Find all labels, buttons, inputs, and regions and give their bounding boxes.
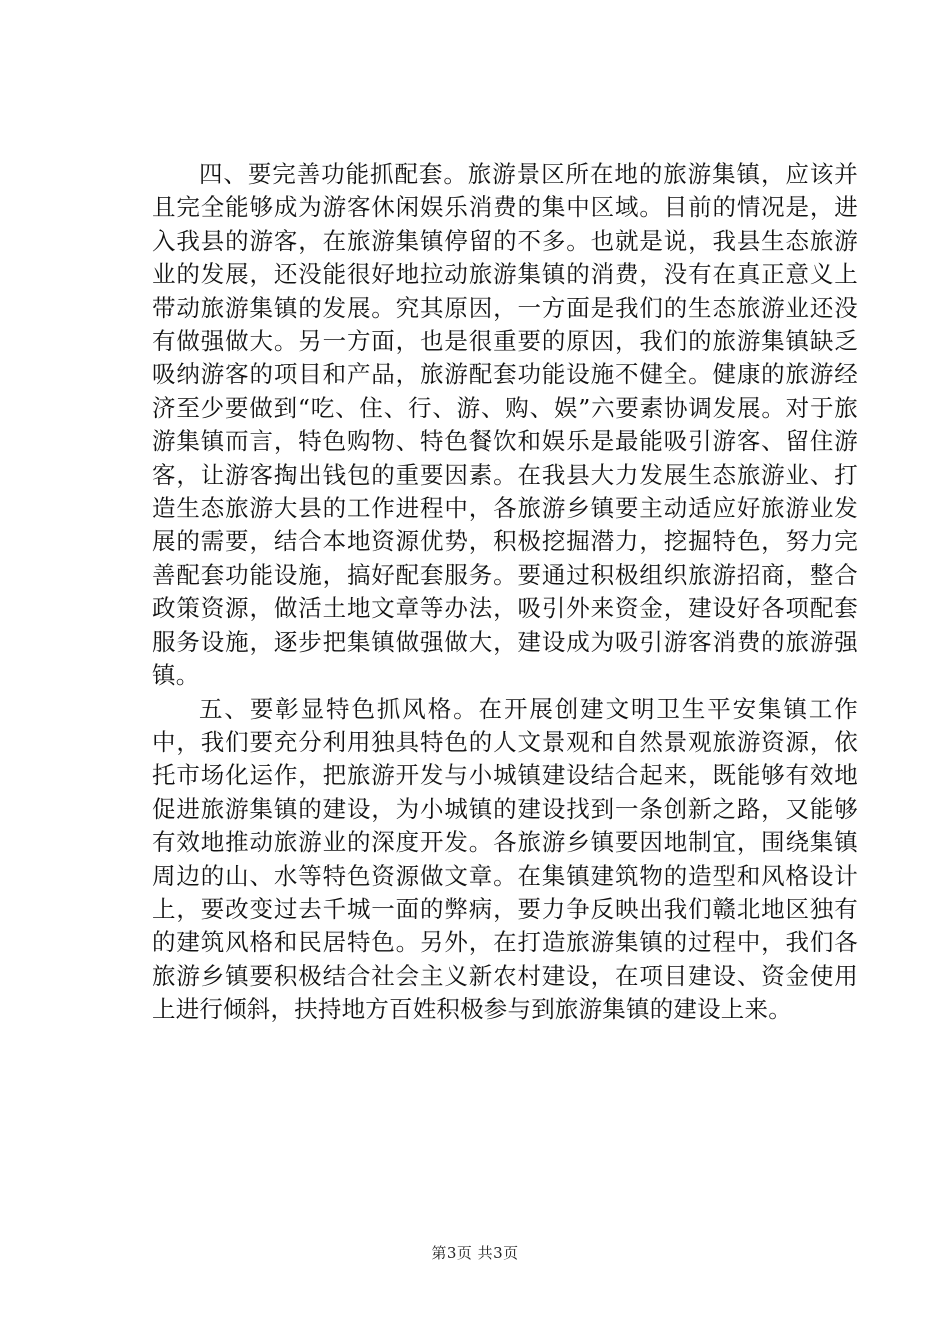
paragraph-functional-facilities: 四、要完善功能抓配套。旅游景区所在地的旅游集镇，应该并且完全能够成为游客休闲娱乐消费的集中区域。目前的情况是，进入我县的游客，在旅游集镇停留的不多。也就是说，我县生态旅游业的发展，还没能很好地拉动旅游集镇的消费，没有在真正意义上带动旅游集镇的发展。究其原因，一方面是我们的生态旅游业还没有做强做大。另一方面，也是很重要的原因，我们的旅游集镇缺乏吸纳游客的项目和产品，旅游配套功能设施不健全。健康的旅游经济至少要做到“吃、住、行、游、购、娱”六要素协调发展。对于旅游集镇而言，特色购物、特色餐饮和娱乐是最能吸引游客、留住游客，让游客掏出钱包的重要因素。在我县大力发展生态旅游业、打造生态旅游大县的工作进程中，各旅游乡镇要主动适应好旅游业发展的需要，结合本地资源优势，积极挖掘潜力，挖掘特色，努力完善配套功能设施，搞好配套服务。要通过积极组织旅游招商，整合政策资源，做活土地文章等办法，吸引外来资金，建设好各项配套服务设施，逐步把集镇做强做大，建设成为吸引游客消费的旅游强镇。	[152, 160, 858, 690]
page-footer	[0, 1243, 950, 1263]
page-number: 第3页 共3页	[431, 1244, 519, 1262]
paragraph-distinctive-style: 五、要彰显特色抓风格。在开展创建文明卫生平安集镇工作中，我们要充分利用独具特色的人文景观和自然景观旅游资源，依托市场化运作，把旅游开发与小城镇建设结合起来，既能够有效地促进旅游集镇的建设，为小城镇的建设找到一条创新之路，又能够有效地推动旅游业的深度开发。各旅游乡镇要因地制宜，围绕集镇周边的山、水等特色资源做文章。在集镇建筑物的造型和风格设计上，要改变过去千城一面的弊病，要力争反映出我们赣北地区独有的建筑风格和民居特色。另外，在打造旅游集镇的过程中，我们各旅游乡镇要积极结合社会主义新农村建设，在项目建设、资金使用上进行倾斜，扶持地方百姓积极参与到旅游集镇的建设上来。	[152, 694, 858, 1024]
document-body	[152, 158, 858, 1027]
